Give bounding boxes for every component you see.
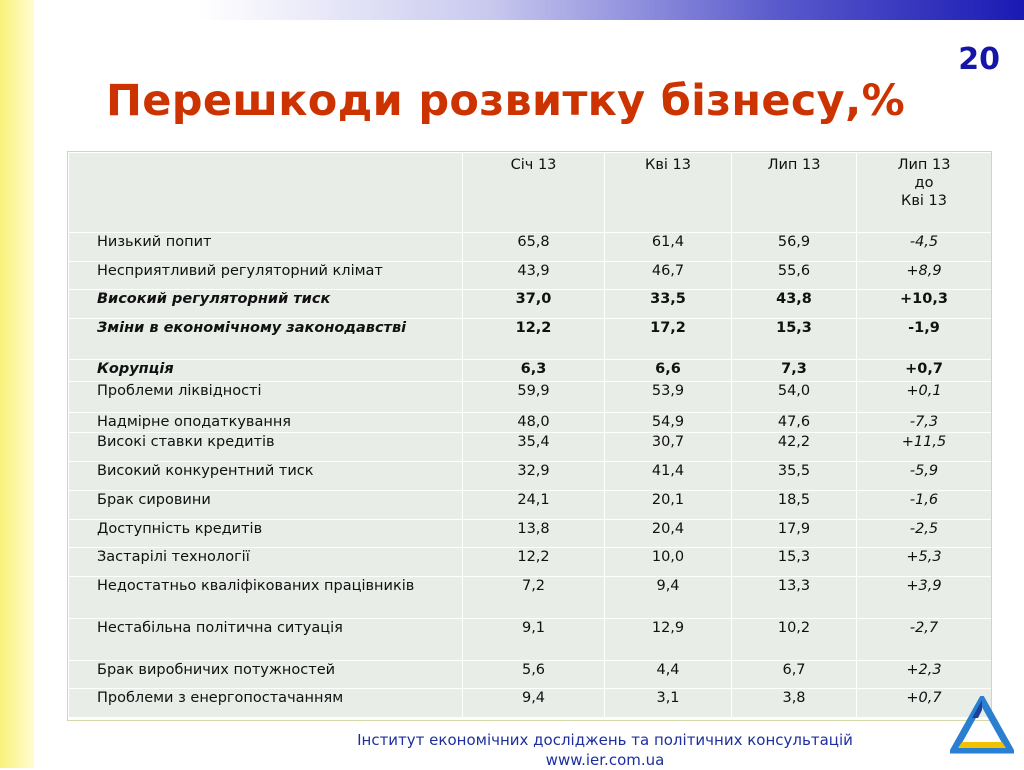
value-jan13: 6,3 [463, 360, 605, 382]
value-jul13: 17,9 [732, 520, 857, 548]
left-decorative-band [0, 0, 34, 768]
value-apr13: 54,9 [605, 413, 732, 433]
value-change: -7,3 [857, 413, 992, 433]
footer [250, 730, 960, 770]
value-change: -2,7 [857, 619, 992, 661]
table-row [69, 577, 992, 619]
value-jul13: 3,8 [732, 689, 857, 718]
value-apr13: 6,6 [605, 360, 732, 382]
header-change: Лип 13 до Кві 13 [857, 153, 992, 233]
value-jul13: 42,2 [732, 433, 857, 462]
value-jan13: 32,9 [463, 462, 605, 491]
value-jul13: 15,3 [732, 548, 857, 577]
value-jan13: 9,1 [463, 619, 605, 661]
value-apr13: 61,4 [605, 233, 732, 262]
row-label: Високий регуляторний тиск [69, 290, 463, 319]
value-jul13: 54,0 [732, 382, 857, 413]
value-jul13: 47,6 [732, 413, 857, 433]
footer-institute: Інститут економічних досліджень та політичних консультацій [357, 731, 853, 749]
table-row [69, 290, 992, 319]
row-label: Брак виробничих потужностей [69, 661, 463, 689]
row-label [69, 577, 463, 619]
table-row [69, 520, 992, 548]
table-row [69, 382, 992, 413]
value-change: +8,9 [857, 262, 992, 290]
value-apr13: 17,2 [605, 319, 732, 360]
value-jan13: 35,4 [463, 433, 605, 462]
value-jul13: 18,5 [732, 491, 857, 520]
value-change: +0,7 [857, 689, 992, 718]
value-jan13: 9,4 [463, 689, 605, 718]
value-jan13: 5,6 [463, 661, 605, 689]
value-jul13: 55,6 [732, 262, 857, 290]
table-row [69, 689, 992, 718]
value-jan13: 7,2 [463, 577, 605, 619]
value-jul13: 6,7 [732, 661, 857, 689]
value-apr13: 30,7 [605, 433, 732, 462]
value-jan13: 48,0 [463, 413, 605, 433]
value-jan13: 65,8 [463, 233, 605, 262]
obstacles-table [68, 152, 992, 718]
row-label: Нестабільна політична ситуація [69, 619, 463, 661]
row-label-text: Зміни в економічному законодавстві [97, 320, 407, 336]
value-jul13: 35,5 [732, 462, 857, 491]
value-apr13: 9,4 [605, 577, 732, 619]
table-row [69, 661, 992, 689]
table-row [69, 319, 992, 360]
table-row [69, 233, 992, 262]
value-jan13: 13,8 [463, 520, 605, 548]
table-row [69, 548, 992, 577]
value-apr13: 3,1 [605, 689, 732, 718]
value-jan13: 12,2 [463, 319, 605, 360]
row-label: Надмірне оподаткування [69, 413, 463, 433]
value-apr13: 20,4 [605, 520, 732, 548]
page-number: 20 [958, 42, 1000, 77]
table-row [69, 433, 992, 462]
value-change: -5,9 [857, 462, 992, 491]
value-apr13: 10,0 [605, 548, 732, 577]
header-empty [69, 153, 463, 233]
value-apr13: 33,5 [605, 290, 732, 319]
slide-title: Перешкоди розвитку бізнесу,% [106, 76, 906, 126]
row-label: Високі ставки кредитів [69, 433, 463, 462]
value-change: +5,3 [857, 548, 992, 577]
table-row [69, 462, 992, 491]
table-row [69, 360, 992, 382]
value-apr13: 20,1 [605, 491, 732, 520]
value-jul13: 56,9 [732, 233, 857, 262]
value-jul13: 10,2 [732, 619, 857, 661]
value-change: +2,3 [857, 661, 992, 689]
value-change: -2,5 [857, 520, 992, 548]
table-row [69, 491, 992, 520]
header-jul13: Лип 13 [732, 153, 857, 233]
value-jan13: 59,9 [463, 382, 605, 413]
value-jul13: 15,3 [732, 319, 857, 360]
row-label: Проблеми з енергопостачанням [69, 689, 463, 718]
row-label: Доступність кредитів [69, 520, 463, 548]
row-label: Корупція [69, 360, 463, 382]
row-label-text: Недостатньо кваліфікованих працівників [97, 578, 415, 594]
value-change: +3,9 [857, 577, 992, 619]
value-jan13: 43,9 [463, 262, 605, 290]
value-change: -1,6 [857, 491, 992, 520]
triangle-logo-icon [950, 696, 1014, 754]
value-apr13: 4,4 [605, 661, 732, 689]
row-label: Низький попит [69, 233, 463, 262]
value-jul13: 43,8 [732, 290, 857, 319]
value-change: -1,9 [857, 319, 992, 360]
row-label: Несприятливий регуляторний клімат [69, 262, 463, 290]
header-jan13: Січ 13 [463, 153, 605, 233]
row-label: Високий конкурентний тиск [69, 462, 463, 491]
value-apr13: 41,4 [605, 462, 732, 491]
table-row [69, 413, 992, 433]
value-apr13: 46,7 [605, 262, 732, 290]
value-jan13: 24,1 [463, 491, 605, 520]
value-jan13: 37,0 [463, 290, 605, 319]
row-label: Проблеми ліквідності [69, 382, 463, 413]
row-label: Застарілі технології [69, 548, 463, 577]
table-row [69, 262, 992, 290]
row-label [69, 319, 463, 360]
table-header-row [69, 153, 992, 233]
value-jul13: 13,3 [732, 577, 857, 619]
value-jul13: 7,3 [732, 360, 857, 382]
value-change: +11,5 [857, 433, 992, 462]
value-jan13: 12,2 [463, 548, 605, 577]
row-label: Брак сировини [69, 491, 463, 520]
value-change: -4,5 [857, 233, 992, 262]
top-gradient-bar [200, 0, 1024, 20]
footer-url[interactable]: www.ier.com.ua [545, 751, 665, 769]
value-change: +0,7 [857, 360, 992, 382]
table-row [69, 619, 992, 661]
value-change: +0,1 [857, 382, 992, 413]
value-change: +10,3 [857, 290, 992, 319]
value-apr13: 53,9 [605, 382, 732, 413]
header-apr13: Кві 13 [605, 153, 732, 233]
value-apr13: 12,9 [605, 619, 732, 661]
